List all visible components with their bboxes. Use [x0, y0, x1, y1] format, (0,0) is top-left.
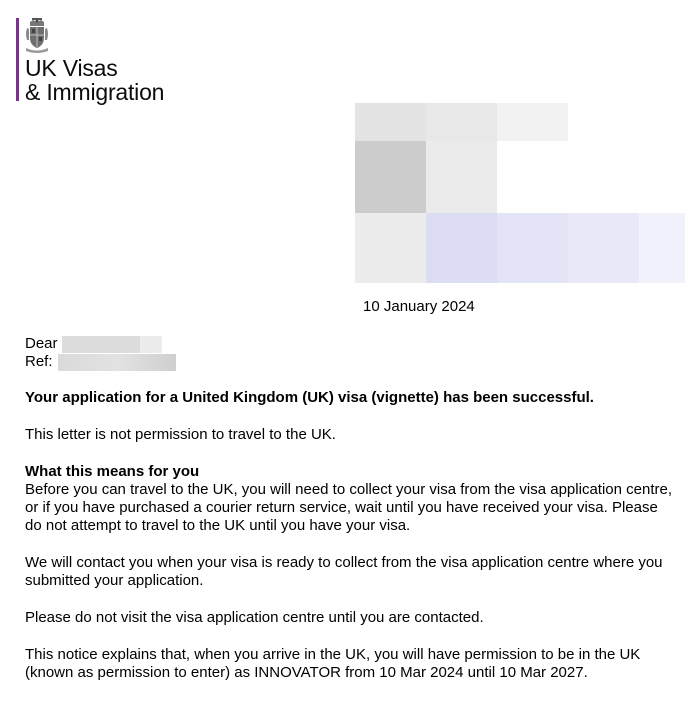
logo-line-2: & Immigration — [25, 79, 165, 105]
headline-success: Your application for a United Kingdom (UK) visa (vignette) has been successful. — [25, 389, 594, 406]
paragraph-do-not-visit: Please do not visit the visa application centre until you are contacted. — [25, 609, 484, 626]
ref-label: Ref: — [25, 353, 53, 370]
section-heading: What this means for you — [25, 463, 200, 480]
paragraph-contact: We will contact you when your visa is ready to collect from the visa application centre where you submitted your application. — [25, 554, 663, 589]
dear-label: Dear — [25, 335, 58, 352]
redacted-address-block — [355, 103, 685, 283]
paragraph-permission-notice: This notice explains that, when you arrive in the UK, you will have permission to be in the UK (known as permission to enter) as INNOVATOR from 10 Mar 2024 until 10 Mar 2027. — [25, 646, 641, 681]
not-permission-notice: This letter is not permission to travel to the UK. — [25, 426, 336, 443]
logo-wordmark — [25, 56, 164, 104]
royal-crest-icon — [24, 18, 50, 54]
letter-date: 10 January 2024 — [363, 298, 475, 315]
salutation-block — [25, 335, 58, 371]
redacted-name — [62, 336, 162, 353]
logo-line-1: UK Visas — [25, 55, 118, 81]
letter-body — [25, 389, 675, 701]
paragraph-collect-visa: Before you can travel to the UK, you will need to collect your visa from the visa application centre, or if you have purchased a courier return service, wait until you have received your visa. Please do not attempt to travel to the UK until you have your visa. — [25, 481, 672, 534]
redacted-reference — [58, 354, 176, 371]
logo-accent-bar — [16, 18, 19, 101]
